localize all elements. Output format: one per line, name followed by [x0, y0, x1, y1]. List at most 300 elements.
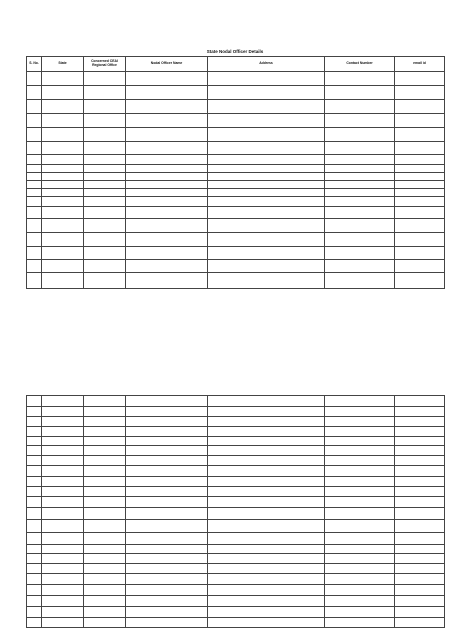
- cell-state: [42, 247, 84, 260]
- cell-state: [42, 173, 84, 181]
- cell-officer-name: [126, 114, 208, 128]
- table-row: [27, 407, 445, 417]
- column-header-contact-number: Contact Number: [325, 57, 395, 72]
- cell-address: [208, 618, 325, 628]
- table-row: [27, 173, 445, 181]
- cell-regional-office: [84, 155, 126, 165]
- cell-email[interactable]: [395, 128, 445, 142]
- cell-state: [42, 417, 84, 427]
- cell-sno: [27, 456, 42, 466]
- cell-contact-number: [325, 417, 395, 427]
- table-row: [27, 508, 445, 520]
- cell-address: [208, 466, 325, 477]
- cell-address: [208, 417, 325, 427]
- cell-sno: [27, 197, 42, 207]
- cell-address: [208, 72, 325, 86]
- cell-officer-name: [126, 446, 208, 456]
- cell-regional-office: [84, 86, 126, 100]
- cell-sno: [27, 72, 42, 86]
- cell-sno: [27, 607, 42, 618]
- table-row: [27, 533, 445, 545]
- cell-sno: [27, 427, 42, 437]
- cell-officer-name: [126, 554, 208, 564]
- cell-email[interactable]: [395, 520, 445, 533]
- cell-regional-office: [84, 508, 126, 520]
- cell-officer-name: [126, 497, 208, 508]
- cell-contact-number: [325, 233, 395, 247]
- table-row: [27, 477, 445, 487]
- cell-sno: [27, 128, 42, 142]
- cell-contact-number: [325, 607, 395, 618]
- cell-contact-number: [325, 165, 395, 173]
- cell-sno: [27, 260, 42, 273]
- cell-sno: [27, 142, 42, 155]
- cell-state: [42, 545, 84, 554]
- cell-regional-office: [84, 273, 126, 289]
- table-row: [27, 554, 445, 564]
- cell-regional-office: [84, 100, 126, 114]
- cell-state: [42, 497, 84, 508]
- cell-email[interactable]: [395, 100, 445, 114]
- cell-regional-office: [84, 417, 126, 427]
- cell-state: [42, 487, 84, 497]
- cell-officer-name: [126, 427, 208, 437]
- column-header-officer-name: Nodal Officer Name: [126, 57, 208, 72]
- cell-sno: [27, 596, 42, 607]
- cell-state: [42, 574, 84, 585]
- cell-email[interactable]: [395, 260, 445, 273]
- cell-state: [42, 437, 84, 446]
- cell-state: [42, 128, 84, 142]
- cell-officer-name: [126, 520, 208, 533]
- cell-email[interactable]: [395, 142, 445, 155]
- cell-address: [208, 585, 325, 596]
- cell-state: [42, 564, 84, 574]
- cell-regional-office: [84, 497, 126, 508]
- cell-sno: [27, 520, 42, 533]
- cell-state: [42, 114, 84, 128]
- cell-address: [208, 197, 325, 207]
- cell-regional-office: [84, 407, 126, 417]
- table-row: [27, 114, 445, 128]
- cell-address: [208, 247, 325, 260]
- cell-contact-number: [325, 114, 395, 128]
- cell-state: [42, 197, 84, 207]
- cell-sno: [27, 181, 42, 189]
- table-row: [27, 520, 445, 533]
- cell-sno: [27, 189, 42, 197]
- cell-regional-office: [84, 533, 126, 545]
- cell-address: [208, 437, 325, 446]
- cell-contact-number: [325, 618, 395, 628]
- cell-state: [42, 407, 84, 417]
- cell-officer-name: [126, 585, 208, 596]
- cell-officer-name: [126, 181, 208, 189]
- cell-address: [208, 114, 325, 128]
- cell-address: [208, 456, 325, 466]
- cell-sno: [27, 247, 42, 260]
- cell-officer-name: [126, 260, 208, 273]
- cell-officer-name: [126, 564, 208, 574]
- cell-contact-number: [325, 545, 395, 554]
- cell-email[interactable]: [395, 533, 445, 545]
- cell-regional-office: [84, 618, 126, 628]
- cell-address: [208, 142, 325, 155]
- cell-contact-number: [325, 72, 395, 86]
- cell-officer-name: [126, 273, 208, 289]
- cell-contact-number: [325, 596, 395, 607]
- table-row: [27, 219, 445, 233]
- cell-email[interactable]: [395, 607, 445, 618]
- table-row: [27, 189, 445, 197]
- cell-address: [208, 189, 325, 197]
- cell-address: [208, 233, 325, 247]
- cell-state: [42, 165, 84, 173]
- cell-email[interactable]: [395, 197, 445, 207]
- cell-email[interactable]: [395, 554, 445, 564]
- cell-regional-office: [84, 607, 126, 618]
- cell-email[interactable]: [395, 189, 445, 197]
- column-header-email: email id: [395, 57, 445, 72]
- cell-contact-number: [325, 466, 395, 477]
- cell-contact-number: [325, 407, 395, 417]
- cell-officer-name: [126, 247, 208, 260]
- nodal-officer-sheet-page-1: [26, 48, 444, 320]
- table-row: [27, 142, 445, 155]
- cell-email[interactable]: [395, 86, 445, 100]
- cell-contact-number: [325, 396, 395, 407]
- cell-sno: [27, 487, 42, 497]
- cell-email[interactable]: [395, 207, 445, 219]
- cell-state: [42, 596, 84, 607]
- cell-contact-number: [325, 273, 395, 289]
- cell-contact-number: [325, 128, 395, 142]
- cell-state: [42, 520, 84, 533]
- cell-address: [208, 100, 325, 114]
- cell-officer-name: [126, 189, 208, 197]
- cell-address: [208, 181, 325, 189]
- cell-sno: [27, 165, 42, 173]
- table-row: [27, 607, 445, 618]
- cell-address: [208, 520, 325, 533]
- cell-officer-name: [126, 219, 208, 233]
- cell-state: [42, 273, 84, 289]
- cell-state: [42, 219, 84, 233]
- cell-officer-name: [126, 607, 208, 618]
- cell-contact-number: [325, 260, 395, 273]
- cell-contact-number: [325, 508, 395, 520]
- cell-sno: [27, 114, 42, 128]
- cell-contact-number: [325, 197, 395, 207]
- table-row: [27, 247, 445, 260]
- cell-address: [208, 533, 325, 545]
- cell-officer-name: [126, 618, 208, 628]
- cell-contact-number: [325, 477, 395, 487]
- table-row: [27, 417, 445, 427]
- cell-contact-number: [325, 181, 395, 189]
- cell-sno: [27, 533, 42, 545]
- table-row: [27, 396, 445, 407]
- cell-sno: [27, 233, 42, 247]
- cell-email[interactable]: [395, 155, 445, 165]
- table-row: [27, 181, 445, 189]
- cell-email[interactable]: [395, 181, 445, 189]
- cell-address: [208, 173, 325, 181]
- cell-officer-name: [126, 165, 208, 173]
- cell-email[interactable]: [395, 437, 445, 446]
- cell-email[interactable]: [395, 618, 445, 628]
- cell-contact-number: [325, 446, 395, 456]
- cell-sno: [27, 554, 42, 564]
- cell-contact-number: [325, 189, 395, 197]
- cell-officer-name: [126, 456, 208, 466]
- cell-contact-number: [325, 207, 395, 219]
- table-header-row: [27, 57, 445, 72]
- cell-officer-name: [126, 128, 208, 142]
- cell-officer-name: [126, 233, 208, 247]
- cell-address: [208, 260, 325, 273]
- column-header-address: Address: [208, 57, 325, 72]
- cell-state: [42, 427, 84, 437]
- cell-email[interactable]: [395, 585, 445, 596]
- table-row: [27, 72, 445, 86]
- cell-contact-number: [325, 564, 395, 574]
- cell-sno: [27, 437, 42, 446]
- cell-regional-office: [84, 396, 126, 407]
- cell-officer-name: [126, 437, 208, 446]
- cell-officer-name: [126, 417, 208, 427]
- column-header-regional-office: Concerned CEAI Regional Office: [84, 57, 126, 72]
- cell-address: [208, 477, 325, 487]
- cell-regional-office: [84, 207, 126, 219]
- cell-state: [42, 607, 84, 618]
- cell-contact-number: [325, 247, 395, 260]
- cell-email[interactable]: [395, 273, 445, 289]
- cell-email[interactable]: [395, 233, 445, 247]
- cell-state: [42, 72, 84, 86]
- cell-state: [42, 618, 84, 628]
- cell-email[interactable]: [395, 396, 445, 407]
- cell-email[interactable]: [395, 114, 445, 128]
- cell-address: [208, 596, 325, 607]
- cell-contact-number: [325, 427, 395, 437]
- cell-address: [208, 607, 325, 618]
- cell-regional-office: [84, 165, 126, 173]
- table-row: [27, 446, 445, 456]
- cell-contact-number: [325, 155, 395, 165]
- table-row: [27, 456, 445, 466]
- cell-regional-office: [84, 72, 126, 86]
- table-row: [27, 427, 445, 437]
- cell-regional-office: [84, 554, 126, 564]
- cell-sno: [27, 477, 42, 487]
- cell-state: [42, 181, 84, 189]
- cell-email[interactable]: [395, 427, 445, 437]
- cell-contact-number: [325, 585, 395, 596]
- table-row: [27, 545, 445, 554]
- table-row: [27, 466, 445, 477]
- cell-sno: [27, 545, 42, 554]
- cell-address: [208, 86, 325, 100]
- cell-email[interactable]: [395, 508, 445, 520]
- cell-sno: [27, 618, 42, 628]
- cell-regional-office: [84, 181, 126, 189]
- cell-officer-name: [126, 72, 208, 86]
- cell-email[interactable]: [395, 596, 445, 607]
- cell-address: [208, 273, 325, 289]
- cell-email[interactable]: [395, 407, 445, 417]
- cell-email[interactable]: [395, 456, 445, 466]
- cell-address: [208, 128, 325, 142]
- cell-email[interactable]: [395, 247, 445, 260]
- cell-sno: [27, 417, 42, 427]
- cell-state: [42, 554, 84, 564]
- cell-email[interactable]: [395, 477, 445, 487]
- cell-regional-office: [84, 520, 126, 533]
- cell-regional-office: [84, 247, 126, 260]
- cell-regional-office: [84, 466, 126, 477]
- cell-officer-name: [126, 197, 208, 207]
- cell-officer-name: [126, 574, 208, 585]
- cell-state: [42, 533, 84, 545]
- cell-state: [42, 86, 84, 100]
- cell-officer-name: [126, 142, 208, 155]
- cell-state: [42, 207, 84, 219]
- table-row: [27, 437, 445, 446]
- cell-contact-number: [325, 86, 395, 100]
- cell-officer-name: [126, 155, 208, 165]
- cell-regional-office: [84, 585, 126, 596]
- table-row: [27, 260, 445, 273]
- document-title: State Nodal Officer Details: [206, 49, 264, 54]
- cell-contact-number: [325, 219, 395, 233]
- table-row: [27, 197, 445, 207]
- cell-regional-office: [84, 197, 126, 207]
- cell-contact-number: [325, 456, 395, 466]
- cell-contact-number: [325, 520, 395, 533]
- cell-sno: [27, 446, 42, 456]
- cell-state: [42, 585, 84, 596]
- cell-contact-number: [325, 487, 395, 497]
- table-row: [27, 497, 445, 508]
- column-header-sno: S. No.: [27, 57, 42, 72]
- cell-contact-number: [325, 437, 395, 446]
- cell-email[interactable]: [395, 487, 445, 497]
- cell-regional-office: [84, 487, 126, 497]
- cell-email[interactable]: [395, 219, 445, 233]
- cell-email[interactable]: [395, 466, 445, 477]
- cell-email[interactable]: [395, 574, 445, 585]
- cell-regional-office: [84, 427, 126, 437]
- cell-sno: [27, 497, 42, 508]
- cell-email[interactable]: [395, 72, 445, 86]
- cell-sno: [27, 173, 42, 181]
- cell-state: [42, 396, 84, 407]
- cell-contact-number: [325, 574, 395, 585]
- cell-email[interactable]: [395, 545, 445, 554]
- cell-regional-office: [84, 189, 126, 197]
- cell-officer-name: [126, 86, 208, 100]
- cell-address: [208, 219, 325, 233]
- cell-officer-name: [126, 207, 208, 219]
- cell-state: [42, 477, 84, 487]
- table-row: [27, 618, 445, 628]
- cell-state: [42, 100, 84, 114]
- cell-regional-office: [84, 233, 126, 247]
- column-header-state: State: [42, 57, 84, 72]
- cell-state: [42, 233, 84, 247]
- cell-officer-name: [126, 466, 208, 477]
- cell-contact-number: [325, 533, 395, 545]
- cell-sno: [27, 407, 42, 417]
- cell-officer-name: [126, 487, 208, 497]
- cell-regional-office: [84, 596, 126, 607]
- table-row: [27, 155, 445, 165]
- nodal-officer-table-top-body: [27, 57, 445, 289]
- cell-state: [42, 189, 84, 197]
- cell-contact-number: [325, 554, 395, 564]
- cell-email[interactable]: [395, 173, 445, 181]
- cell-officer-name: [126, 407, 208, 417]
- cell-contact-number: [325, 173, 395, 181]
- cell-officer-name: [126, 545, 208, 554]
- nodal-officer-sheet-page-2: [26, 395, 444, 632]
- table-row: [27, 273, 445, 289]
- cell-contact-number: [325, 100, 395, 114]
- cell-regional-office: [84, 173, 126, 181]
- cell-regional-office: [84, 260, 126, 273]
- cell-email[interactable]: [395, 446, 445, 456]
- table-row: [27, 128, 445, 142]
- cell-contact-number: [325, 497, 395, 508]
- cell-sno: [27, 466, 42, 477]
- cell-sno: [27, 207, 42, 219]
- cell-address: [208, 497, 325, 508]
- cell-address: [208, 508, 325, 520]
- cell-email[interactable]: [395, 564, 445, 574]
- table-row: [27, 207, 445, 219]
- cell-regional-office: [84, 128, 126, 142]
- cell-state: [42, 446, 84, 456]
- nodal-officer-table-bottom: [26, 395, 445, 628]
- cell-sno: [27, 86, 42, 100]
- cell-state: [42, 466, 84, 477]
- cell-regional-office: [84, 456, 126, 466]
- cell-regional-office: [84, 114, 126, 128]
- cell-address: [208, 427, 325, 437]
- cell-state: [42, 508, 84, 520]
- cell-sno: [27, 585, 42, 596]
- table-row: [27, 100, 445, 114]
- cell-regional-office: [84, 574, 126, 585]
- cell-regional-office: [84, 219, 126, 233]
- cell-address: [208, 396, 325, 407]
- cell-address: [208, 487, 325, 497]
- cell-officer-name: [126, 596, 208, 607]
- table-row: [27, 233, 445, 247]
- table-row: [27, 86, 445, 100]
- cell-sno: [27, 273, 42, 289]
- cell-regional-office: [84, 564, 126, 574]
- cell-contact-number: [325, 142, 395, 155]
- cell-email[interactable]: [395, 497, 445, 508]
- cell-email[interactable]: [395, 165, 445, 173]
- cell-regional-office: [84, 142, 126, 155]
- cell-address: [208, 554, 325, 564]
- cell-email[interactable]: [395, 417, 445, 427]
- cell-address: [208, 165, 325, 173]
- cell-officer-name: [126, 533, 208, 545]
